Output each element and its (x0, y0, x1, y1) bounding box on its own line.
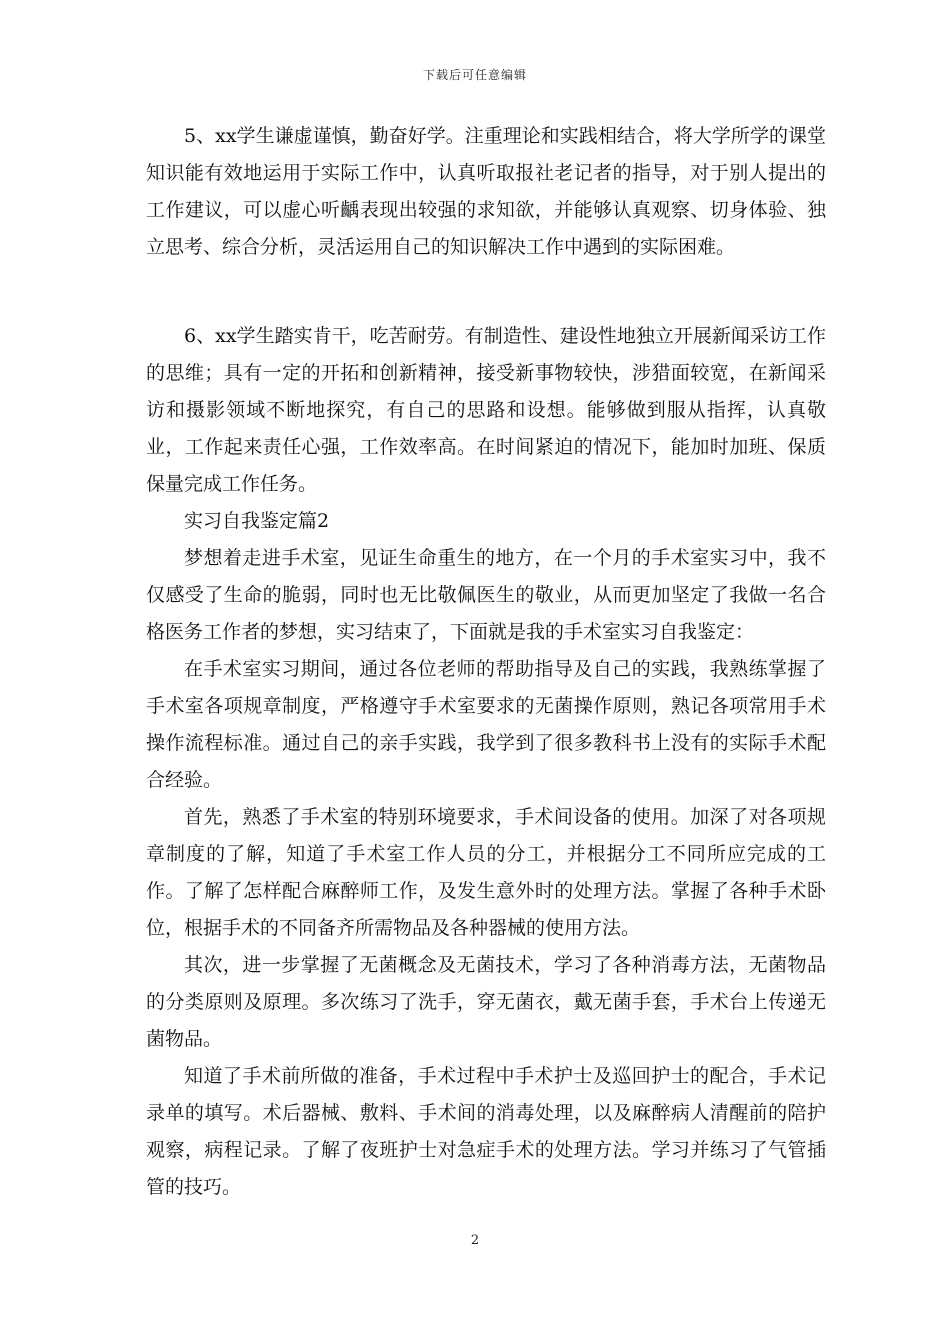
section-heading: 实习自我鉴定篇2 (184, 510, 330, 532)
paragraph-item-6: 6、xx学生踏实肯干，吃苦耐劳。有制造性、建设性地独立开展新闻采访工作的思维；具有一定的开拓和创新精神，接受新事物较快，涉猎面较宽，在新闻采访和摄影领域不断地探究，有自己的思路和设想。能够做到服从指挥，认真敬业，工作起来责任心强，工作效率高。在时间紧迫的情况下，能加时加班、保质保量完成工作任务。 (146, 325, 826, 495)
paragraph-intro: 梦想着走进手术室，见证生命重生的地方，在一个月的手术室实习中，我不仅感受了生命的脆弱，同时也无比敬佩医生的敬业，从而更加坚定了我做一名合格医务工作者的梦想，实习结束了，下面就是我的手术室实习自我鉴定： (146, 547, 826, 643)
paragraph-first: 首先，熟悉了手术室的特别环境要求，手术间设备的使用。加深了对各项规章制度的了解，知道了手术室工作人员的分工，并根据分工不同所应完成的工作。了解了怎样配合麻醉师工作，及发生意外时的处理方法。掌握了各种手术卧位，根据手术的不同备齐所需物品及各种器械的使用方法。 (146, 806, 826, 939)
page-header: 下载后可任意编辑 (422, 68, 527, 82)
paragraph-practice: 在手术室实习期间，通过各位老师的帮助指导及自己的实践，我熟练掌握了手术室各项规章制度，严格遵守手术室要求的无菌操作原则，熟记各项常用手术操作流程标准。通过自己的亲手实践，我学到了很多教科书上没有的实际手术配合经验。 (146, 658, 826, 791)
page-number: 2 (470, 1233, 480, 1248)
paragraph-item-5: 5、xx学生谦虚谨慎，勤奋好学。注重理论和实践相结合，将大学所学的课堂知识能有效地运用于实际工作中，认真听取报社老记者的指导，对于别人提出的工作建议，可以虚心听齲表现出较强的求知欲，并能够认真观察、切身体验、独立思考、综合分析，灵活运用自己的知识解决工作中遇到的实际困难。 (146, 125, 826, 258)
paragraph-preparation: 知道了手术前所做的准备，手术过程中手术护士及巡回护士的配合，手术记录单的填写。术后器械、敷料、手术间的消毒处理，以及麻醉病人清醒前的陪护观察，病程记录。了解了夜班护士对急症手术的处理方法。学习并练习了气管插管的技巧。 (146, 1065, 826, 1198)
document-body (146, 118, 826, 1206)
paragraph-second: 其次，进一步掌握了无菌概念及无菌技术，学习了各种消毒方法，无菌物品的分类原则及原理。多次练习了洗手，穿无菌衣，戴无菌手套，手术台上传递无菌物品。 (146, 954, 826, 1050)
paragraph-gap (146, 266, 826, 318)
